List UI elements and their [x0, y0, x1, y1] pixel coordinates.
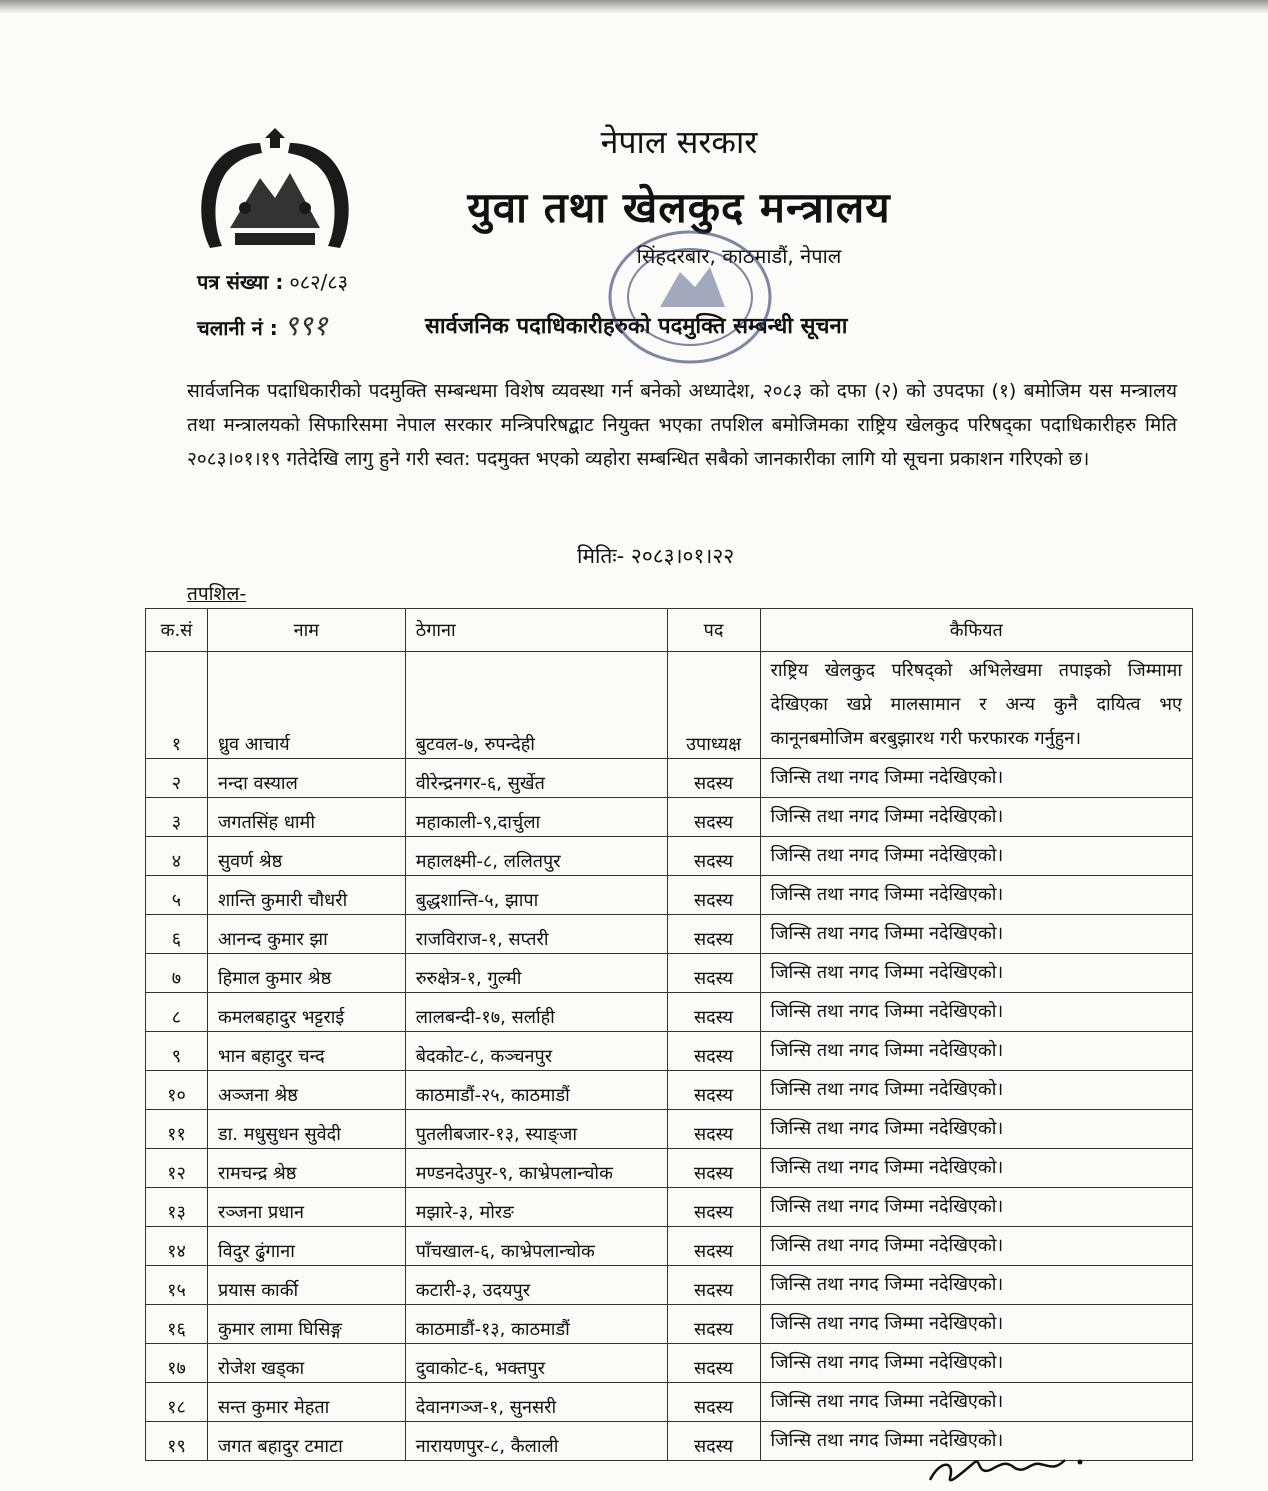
row-post: सदस्य: [667, 1071, 760, 1110]
row-address: वीरेन्द्रनगर-६, सुर्खेत: [405, 759, 667, 798]
row-address: मण्डनदेउपुर-९, काभ्रेपलान्चोक: [405, 1149, 667, 1188]
row-address: पुतलीबजार-१३, स्याङ्जा: [405, 1110, 667, 1149]
row-post: सदस्य: [667, 993, 760, 1032]
row-name: सुवर्ण श्रेष्ठ: [207, 837, 405, 876]
row-post: सदस्य: [667, 1305, 760, 1344]
table-row: [146, 1110, 1193, 1149]
row-post: सदस्य: [667, 837, 760, 876]
header-name: नाम: [207, 609, 405, 652]
row-sn: १६: [146, 1305, 208, 1344]
row-remark: जिन्सि तथा नगद जिम्मा नदेखिएको।: [760, 993, 1192, 1032]
table-row: [146, 798, 1193, 837]
row-remark: जिन्सि तथा नगद जिम्मा नदेखिएको।: [760, 1188, 1192, 1227]
row-address: काठमाडौं-१३, काठमाडौं: [405, 1305, 667, 1344]
row-name: जगत बहादुर टमाटा: [207, 1422, 405, 1461]
row-sn: ३: [146, 798, 208, 837]
scan-edge: [0, 0, 1268, 14]
row-name: विदुर ढुंगाना: [207, 1227, 405, 1266]
row-sn: ८: [146, 993, 208, 1032]
row-name: नन्दा वस्याल: [207, 759, 405, 798]
row-address: बुटवल-७, रुपन्देही: [405, 652, 667, 759]
chalani-label: चलानी नं :: [197, 316, 278, 340]
row-address: राजविराज-१, सप्तरी: [405, 915, 667, 954]
patra-label: पत्र संख्या :: [197, 270, 284, 294]
row-address: दुवाकोट-६, भक्तपुर: [405, 1344, 667, 1383]
table-row: [146, 1032, 1193, 1071]
row-name: रोजेश खड्का: [207, 1344, 405, 1383]
row-remark: जिन्सि तथा नगद जिम्मा नदेखिएको।: [760, 837, 1192, 876]
row-remark: जिन्सि तथा नगद जिम्मा नदेखिएको।: [760, 954, 1192, 993]
row-sn: ७: [146, 954, 208, 993]
chalani-value: ९९१: [283, 309, 328, 342]
row-remark: जिन्सि तथा नगद जिम्मा नदेखिएको।: [760, 915, 1192, 954]
row-remark: जिन्सि तथा नगद जिम्मा नदेखिएको।: [760, 759, 1192, 798]
row-remark: जिन्सि तथा नगद जिम्मा नदेखिएको।: [760, 798, 1192, 837]
row-sn: ६: [146, 915, 208, 954]
row-address: रुरुक्षेत्र-१, गुल्मी: [405, 954, 667, 993]
row-post: सदस्य: [667, 759, 760, 798]
row-post: सदस्य: [667, 1227, 760, 1266]
row-name: शान्ति कुमारी चौधरी: [207, 876, 405, 915]
row-sn: १४: [146, 1227, 208, 1266]
table-row: [146, 1188, 1193, 1227]
row-name: डा. मधुसुधन सुवेदी: [207, 1110, 405, 1149]
table-row: [146, 652, 1193, 759]
row-name: अञ्जना श्रेष्ठ: [207, 1071, 405, 1110]
row-remark: जिन्सि तथा नगद जिम्मा नदेखिएको।: [760, 1071, 1192, 1110]
row-name: ध्रुव आचार्य: [207, 652, 405, 759]
table-row: [146, 837, 1193, 876]
row-sn: १७: [146, 1344, 208, 1383]
tapashil-label: तपशिल-: [187, 583, 247, 605]
table-row: [146, 1227, 1193, 1266]
row-sn: १३: [146, 1188, 208, 1227]
ministry-address: सिंहदरबार, काठमाडौं, नेपाल: [636, 244, 842, 268]
patra-sankhya: [197, 268, 348, 295]
notice-subject: सार्वजनिक पदाधिकारीहरुको पदमुक्ति सम्बन्धी सूचना: [425, 314, 848, 339]
notice-date: मितिः- २०८३।०१।२२: [577, 544, 735, 568]
row-address: काठमाडौं-२५, काठमाडौं: [405, 1071, 667, 1110]
row-remark: जिन्सि तथा नगद जिम्मा नदेखिएको।: [760, 1032, 1192, 1071]
row-post: उपाध्यक्ष: [667, 652, 760, 759]
row-name: कमलबहादुर भट्टराई: [207, 993, 405, 1032]
row-name: सन्त कुमार मेहता: [207, 1383, 405, 1422]
table-row: [146, 876, 1193, 915]
row-address: बेदकोट-८, कञ्चनपुर: [405, 1032, 667, 1071]
table-row: [146, 993, 1193, 1032]
notice-body: सार्वजनिक पदाधिकारीको पदमुक्ति सम्बन्धमा विशेष व्यवस्था गर्न बनेको अध्यादेश, २०८३ को दफा (२) को उपदफा (१) बमोजिम यस मन्त्रालय तथा मन्त्रालयको सिफारिसमा नेपाल सरकार मन्त्रिपरिषद्बाट नियुक्त भएका तपशिल बमोजिमका राष्ट्रिय खेलकुद परिषद्का पदाधिकारीहरु मिति २०८३।०१।१९ गतेदेखि लागु हुने गरी स्वत: पदमुक्त भएको व्यहोरा सम्बन्धित सबैको जानकारीका लागि यो सूचना प्रकाशन गरिएको छ।: [187, 380, 1177, 470]
table-row: [146, 1305, 1193, 1344]
row-post: सदस्य: [667, 1032, 760, 1071]
row-post: सदस्य: [667, 1422, 760, 1461]
row-sn: १: [146, 652, 208, 759]
row-name: प्रयास कार्की: [207, 1266, 405, 1305]
header-sn: क.सं: [146, 609, 208, 652]
row-post: सदस्य: [667, 1110, 760, 1149]
header-remark: कैफियत: [760, 609, 1192, 652]
row-sn: १९: [146, 1422, 208, 1461]
row-address: बुद्धशान्ति-५, झापा: [405, 876, 667, 915]
row-name: आनन्द कुमार झा: [207, 915, 405, 954]
row-name: हिमाल कुमार श्रेष्ठ: [207, 954, 405, 993]
row-post: सदस्य: [667, 915, 760, 954]
table-row: [146, 1383, 1193, 1422]
officials-table: [145, 608, 1193, 1461]
row-address: मझारे-३, मोरङ: [405, 1188, 667, 1227]
table-row: [146, 1266, 1193, 1305]
ministry-title: युवा तथा खेलकुद मन्त्रालय: [467, 183, 891, 232]
signature-icon: [920, 1440, 1090, 1490]
header-address: ठेगाना: [405, 609, 667, 652]
row-remark: जिन्सि तथा नगद जिम्मा नदेखिएको।: [760, 1344, 1192, 1383]
row-name: रामचन्द्र श्रेष्ठ: [207, 1149, 405, 1188]
row-sn: ९: [146, 1032, 208, 1071]
header-post: पद: [667, 609, 760, 652]
row-name: जगतसिंह धामी: [207, 798, 405, 837]
row-address: महाकाली-९,दार्चुला: [405, 798, 667, 837]
row-address: पाँचखाल-६, काभ्रेपलान्चोक: [405, 1227, 667, 1266]
row-remark: जिन्सि तथा नगद जिम्मा नदेखिएको।: [760, 1149, 1192, 1188]
row-name: कुमार लामा घिसिङ्ग: [207, 1305, 405, 1344]
row-address: लालबन्दी-१७, सर्लाही: [405, 993, 667, 1032]
row-address: देवानगञ्ज-१, सुनसरी: [405, 1383, 667, 1422]
row-post: सदस्य: [667, 1383, 760, 1422]
row-post: सदस्य: [667, 954, 760, 993]
row-address: नारायणपुर-८, कैलाली: [405, 1422, 667, 1461]
row-sn: ५: [146, 876, 208, 915]
row-sn: १८: [146, 1383, 208, 1422]
row-remark: जिन्सि तथा नगद जिम्मा नदेखिएको।: [760, 1422, 1192, 1461]
table-header-row: [146, 609, 1193, 652]
row-remark: जिन्सि तथा नगद जिम्मा नदेखिएको।: [760, 1110, 1192, 1149]
table-row: [146, 1149, 1193, 1188]
row-remark: जिन्सि तथा नगद जिम्मा नदेखिएको।: [760, 1227, 1192, 1266]
table-row: [146, 759, 1193, 798]
row-address: महालक्ष्मी-८, ललितपुर: [405, 837, 667, 876]
row-remark: जिन्सि तथा नगद जिम्मा नदेखिएको।: [760, 876, 1192, 915]
row-name: भान बहादुर चन्द: [207, 1032, 405, 1071]
chalani-number: [197, 306, 327, 344]
row-post: सदस्य: [667, 1266, 760, 1305]
table-row: [146, 915, 1193, 954]
government-title: नेपाल सरकार: [600, 123, 758, 161]
table-row: [146, 1344, 1193, 1383]
table-row: [146, 1071, 1193, 1110]
table-row: [146, 954, 1193, 993]
row-remark: राष्ट्रिय खेलकुद परिषद्को अभिलेखमा तपाइको जिम्मामा देखिएका खप्ने मालसामान र अन्य कुनै दायित्व भए कानूनबमोजिम बरबुझारथ गरी फरफारक गर्नुहुन।: [760, 652, 1192, 759]
row-sn: १०: [146, 1071, 208, 1110]
row-remark: जिन्सि तथा नगद जिम्मा नदेखिएको।: [760, 1266, 1192, 1305]
row-post: सदस्य: [667, 1188, 760, 1227]
ministry-stamp-icon: [600, 222, 780, 372]
row-sn: ४: [146, 837, 208, 876]
row-remark: जिन्सि तथा नगद जिम्मा नदेखिएको।: [760, 1383, 1192, 1422]
patra-value: ०८२/८३: [289, 270, 349, 294]
row-name: रञ्जना प्रधान: [207, 1188, 405, 1227]
row-sn: १२: [146, 1149, 208, 1188]
row-post: सदस्य: [667, 876, 760, 915]
row-sn: ११: [146, 1110, 208, 1149]
row-post: सदस्य: [667, 798, 760, 837]
row-remark: जिन्सि तथा नगद जिम्मा नदेखिएको।: [760, 1305, 1192, 1344]
row-post: सदस्य: [667, 1149, 760, 1188]
row-sn: २: [146, 759, 208, 798]
row-address: कटारी-३, उदयपुर: [405, 1266, 667, 1305]
row-sn: १५: [146, 1266, 208, 1305]
row-post: सदस्य: [667, 1344, 760, 1383]
